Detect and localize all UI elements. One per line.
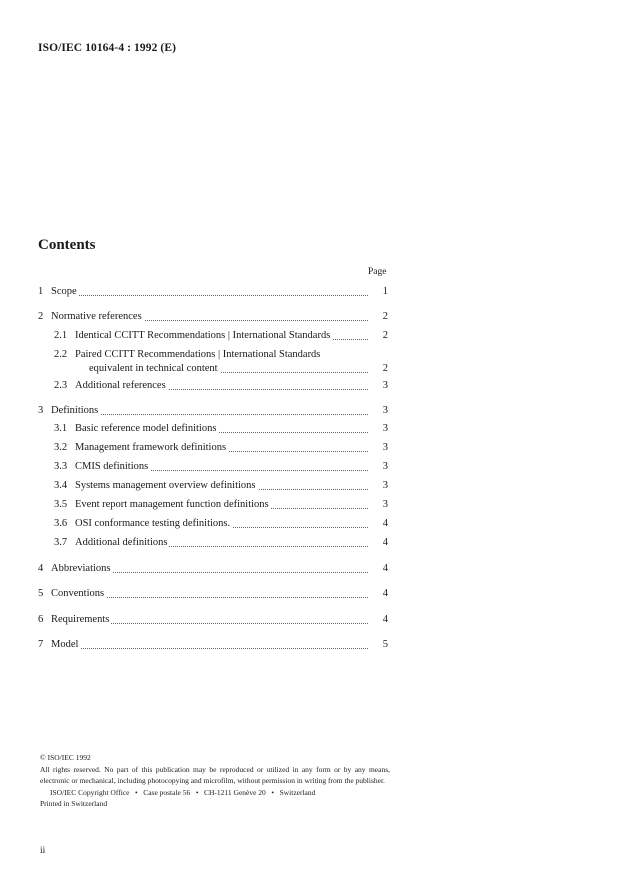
page-number: ii: [40, 846, 46, 856]
toc-page: 2: [382, 311, 388, 322]
toc-number: 2.3: [54, 380, 68, 391]
toc-title: Paired CCITT Recommendations | International Standards: [75, 349, 321, 360]
toc-entry-7[interactable]: [0, 637, 628, 653]
toc-title: Event report management function definitions: [75, 497, 368, 513]
toc-page: 2: [382, 363, 388, 374]
toc-entry-6[interactable]: [0, 612, 628, 628]
toc-entry-1[interactable]: [0, 284, 628, 300]
toc-number: 1: [38, 286, 44, 297]
toc-title: Requirements: [51, 612, 368, 628]
toc-page: 4: [382, 537, 388, 548]
toc-page: 4: [382, 614, 388, 625]
toc-number: 3.4: [54, 480, 68, 491]
toc-title: Scope: [51, 284, 368, 300]
rights-notice: All rights reserved. No part of this publication may be reproduced or utilized in any form or by any means, electronic or mechanical, including photocopying and microfilm, without permission in writing from the publisher.: [40, 764, 390, 785]
toc-title: Definitions: [51, 403, 368, 419]
toc-entry-2-3[interactable]: [0, 378, 628, 394]
toc-page: 4: [382, 588, 388, 599]
toc-number: 3.7: [54, 537, 68, 548]
toc-title: Normative references: [51, 309, 368, 325]
toc-title: Conventions: [51, 586, 368, 602]
toc-page: 4: [382, 518, 388, 529]
toc-title: Identical CCITT Recommendations | International Standards: [75, 328, 368, 344]
toc-number: 2.2: [54, 349, 68, 360]
postal-country: Switzerland: [279, 787, 316, 797]
toc-entry-3-3[interactable]: [0, 459, 628, 475]
toc-title: Systems management overview definitions: [75, 478, 368, 494]
toc-page: 3: [382, 423, 388, 434]
toc-page: 3: [382, 499, 388, 510]
toc-page: 3: [382, 442, 388, 453]
toc-number: 3.5: [54, 499, 68, 510]
bullet-separator: •: [134, 787, 138, 797]
toc-entry-3-5[interactable]: [0, 497, 628, 513]
toc-number: 3: [38, 405, 44, 416]
toc-page: 5: [382, 639, 388, 650]
toc-entry-3-7[interactable]: [0, 535, 628, 551]
toc-number: 2.1: [54, 330, 68, 341]
toc-entry-5[interactable]: [0, 586, 628, 602]
toc-title: Additional definitions: [75, 535, 368, 551]
bullet-separator: •: [195, 787, 199, 797]
toc-entry-3-6[interactable]: [0, 516, 628, 532]
printed-in: Printed in Switzerland: [40, 799, 108, 808]
toc-entry-2[interactable]: [0, 309, 628, 325]
postal-city: CH-1211 Genève 20: [204, 787, 266, 797]
toc-entry-3-2[interactable]: [0, 440, 628, 456]
copyright-line: © ISO/IEC 1992: [40, 753, 91, 762]
toc-page: 2: [382, 330, 388, 341]
toc-entry-4[interactable]: [0, 561, 628, 577]
toc-title: Basic reference model definitions: [75, 421, 368, 437]
toc-title: Abbreviations: [51, 561, 368, 577]
publisher-address: [40, 787, 390, 799]
toc-number: 3.1: [54, 423, 68, 434]
copyright-office: ISO/IEC Copyright Office: [50, 787, 130, 797]
toc-page: 3: [382, 461, 388, 472]
toc-number: 3.6: [54, 518, 68, 529]
toc-number: 3.2: [54, 442, 68, 453]
postal-box: Case postale 56: [143, 787, 191, 797]
toc-entry-3-4[interactable]: [0, 478, 628, 494]
toc-page: 3: [382, 380, 388, 391]
contents-heading: Contents: [38, 237, 96, 253]
page-column-label: Page: [368, 267, 387, 277]
toc-page: 3: [382, 480, 388, 491]
document-code: ISO/IEC 10164-4 : 1992 (E): [38, 42, 177, 54]
toc-number: 6: [38, 614, 44, 625]
toc-entry-2-2-cont[interactable]: [0, 361, 628, 377]
toc-title: Management framework definitions: [75, 440, 368, 456]
toc-number: 7: [38, 639, 44, 650]
toc-number: 4: [38, 563, 44, 574]
toc-number: 5: [38, 588, 44, 599]
toc-number: 3.3: [54, 461, 68, 472]
toc-page: 1: [382, 286, 388, 297]
copyright-block: [40, 752, 390, 810]
toc-title: Model: [51, 637, 368, 653]
toc-title: CMIS definitions: [75, 459, 368, 475]
toc-entry-2-1[interactable]: [0, 328, 628, 344]
toc-entry-3-1[interactable]: [0, 421, 628, 437]
toc-title: OSI conformance testing definitions.: [75, 516, 368, 532]
bullet-separator: •: [271, 787, 274, 797]
toc-page: 3: [382, 405, 388, 416]
toc-page: 4: [382, 563, 388, 574]
toc-number: 2: [38, 311, 44, 322]
toc-title-continued: equivalent in technical content: [89, 361, 368, 377]
toc-title: Additional references: [75, 378, 368, 394]
toc-entry-3[interactable]: [0, 403, 628, 419]
